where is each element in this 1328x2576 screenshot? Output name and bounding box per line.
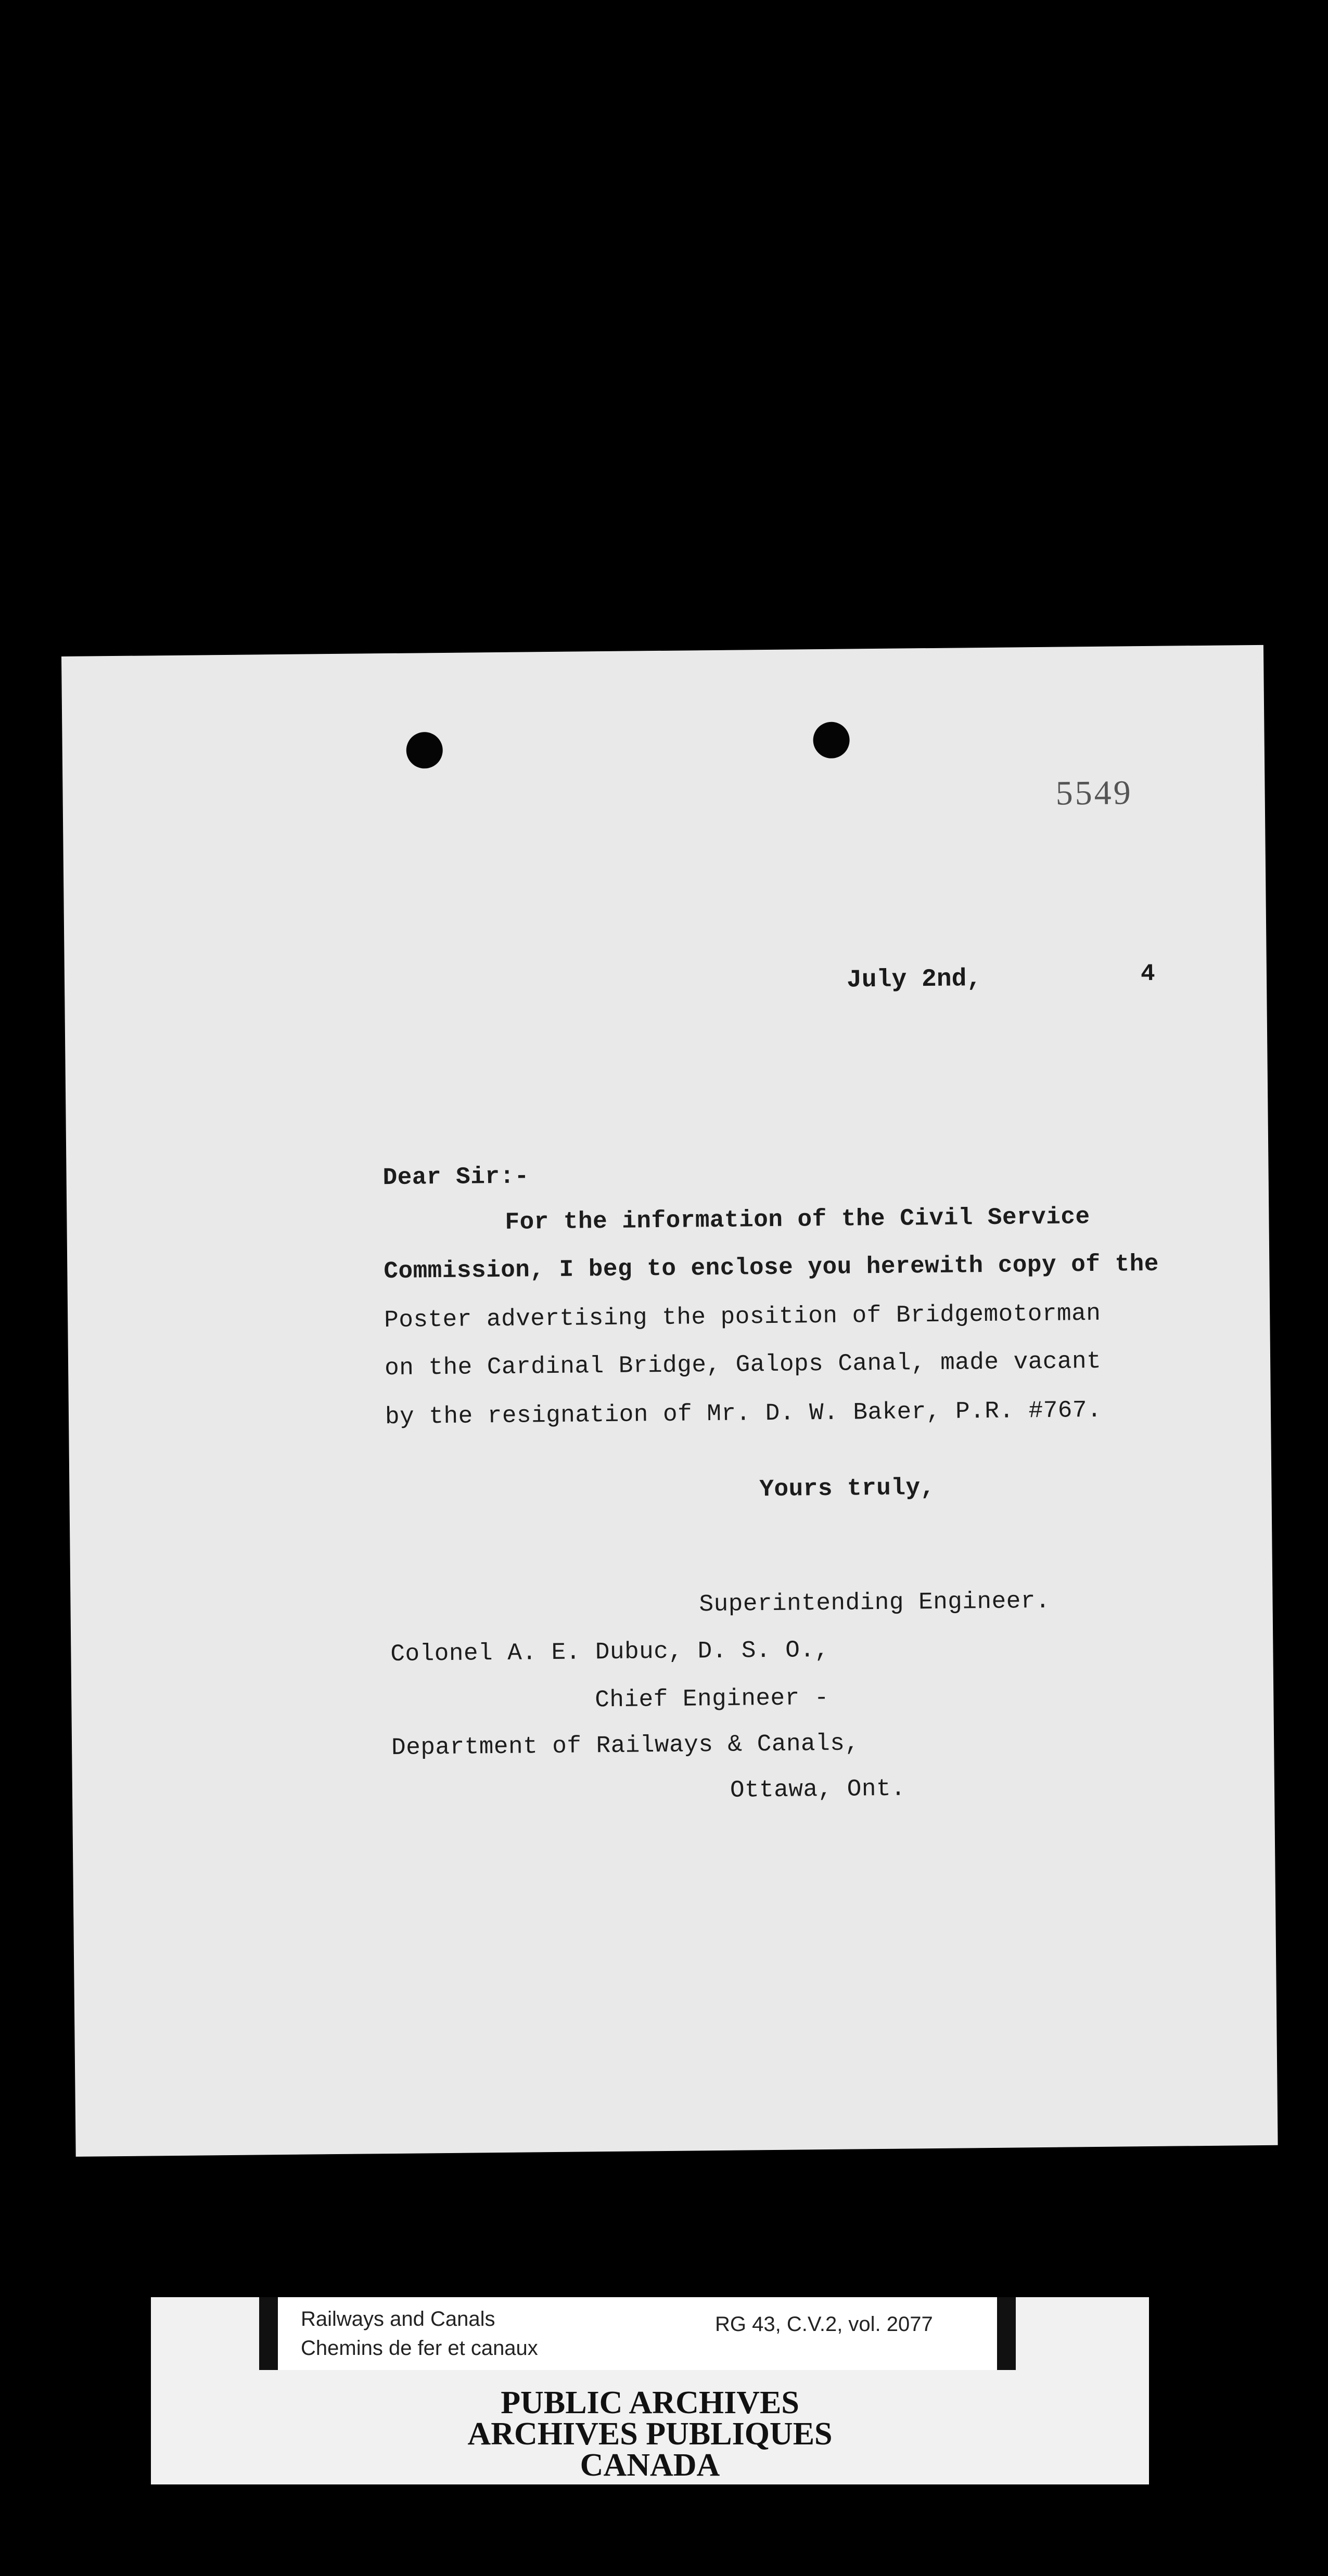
archive-label-strip <box>151 2297 1149 2484</box>
archive-title-english: PUBLIC ARCHIVES <box>501 2385 799 2420</box>
body-line: by the resignation of Mr. D. W. Baker, P.R. #767. <box>385 1396 1102 1431</box>
file-number-stamp: 5549 <box>1055 774 1133 813</box>
body-line: For the information of the Civil Service <box>505 1203 1090 1236</box>
punch-hole-left <box>406 732 443 769</box>
body-line: on the Cardinal Bridge, Galops Canal, made vacant <box>384 1347 1102 1382</box>
archive-title-country: CANADA <box>580 2448 720 2483</box>
recipient-title: Chief Engineer - <box>595 1684 829 1714</box>
recipient-city: Ottawa, Ont. <box>730 1775 906 1804</box>
closing: Yours truly, <box>759 1474 935 1503</box>
recipient-name: Colonel A. E. Dubuc, D. S. O., <box>390 1636 829 1668</box>
fonds-name-english: Railways and Canals <box>301 2308 495 2330</box>
signature-title: Superintending Engineer. <box>699 1587 1051 1618</box>
fonds-label <box>259 2297 1016 2370</box>
letter-date: July 2nd, <box>846 965 982 995</box>
punch-hole-right <box>813 722 850 758</box>
archive-title-french: ARCHIVES PUBLIQUES <box>467 2416 833 2452</box>
page-mark: 4 <box>1140 960 1155 988</box>
body-line: Commission, I beg to enclose you herewith copy of the <box>384 1250 1159 1285</box>
recipient-department: Department of Railways & Canals, <box>391 1730 860 1762</box>
body-line: Poster advertising the position of Bridgemotorman <box>384 1299 1101 1334</box>
fonds-name-french: Chemins de fer et canaux <box>301 2337 538 2360</box>
letter-page <box>61 645 1278 2157</box>
salutation: Dear Sir:- <box>382 1163 529 1192</box>
archival-reference: RG 43, C.V.2, vol. 2077 <box>715 2313 933 2336</box>
